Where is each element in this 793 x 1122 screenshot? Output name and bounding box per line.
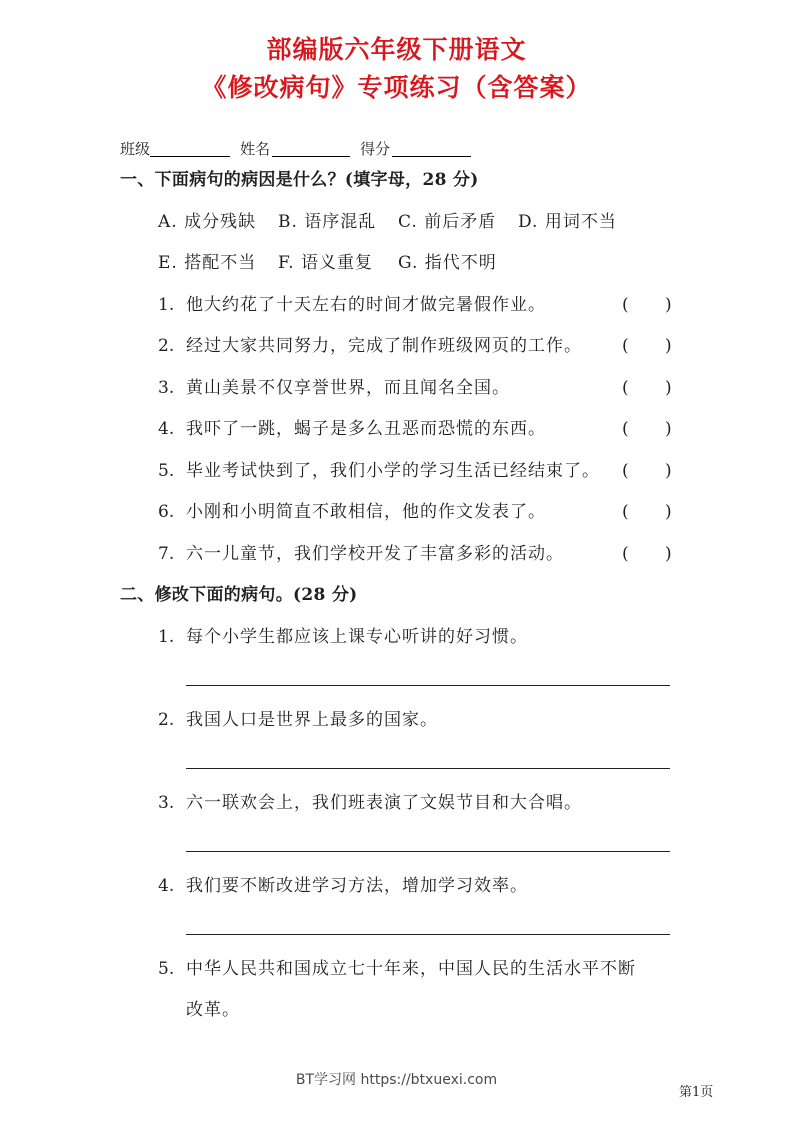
item-number: 5. [158, 958, 175, 979]
section-2-item [0, 700, 793, 742]
title-line-2: 《修改病句》专项练习（含答案） [201, 73, 592, 102]
answer-line-row [0, 741, 793, 783]
answer-paren-close: ) [665, 336, 673, 356]
item-text: 黄山美景不仅享誉世界，而且闻名全国。 [186, 377, 510, 398]
class-label: 班级 [120, 140, 151, 158]
answer-paren-close: ) [665, 377, 673, 398]
item-number: 4. [158, 875, 175, 896]
item-number: 1. [158, 626, 175, 647]
answer-line-row [0, 658, 793, 700]
item-text: 我国人口是世界上最多的国家。 [186, 709, 438, 730]
option-g: G. 指代不明 [398, 253, 497, 273]
answer-line-row [0, 824, 793, 866]
section-2-item [0, 617, 793, 659]
answer-paren-open: ( [622, 294, 630, 315]
answer-paren-open: ( [622, 460, 630, 481]
option-e: E. 搭配不当 [158, 253, 257, 273]
options-row-1 [0, 202, 793, 244]
item-text: 经过大家共同努力，完成了制作班级网页的工作。 [186, 336, 582, 356]
section-1-item [0, 368, 793, 410]
score-label: 得分 [360, 140, 391, 158]
answer-line [186, 685, 670, 686]
section-2-item [0, 949, 793, 991]
item-text: 他大约花了十天左右的时间才做完暑假作业。 [186, 294, 546, 315]
item-text: 我们要不断改进学习方法，增加学习效率。 [186, 875, 528, 896]
item-text: 六一儿童节，我们学校开发了丰富多彩的活动。 [186, 543, 564, 564]
section-1-item [0, 326, 793, 368]
section-1-item [0, 534, 793, 576]
answer-paren-open: ( [622, 543, 630, 564]
item-text: 我吓了一跳，蝎子是多么丑恶而恐慌的东西。 [186, 419, 546, 439]
item-number: 7. [158, 543, 175, 564]
option-b: B. 语序混乱 [278, 211, 377, 232]
section-2-heading: 二、修改下面的病句。(28 分) [120, 585, 358, 605]
answer-line [186, 934, 670, 935]
item-text: 小刚和小明简直不敢相信，他的作文发表了。 [186, 502, 546, 522]
name-label: 姓名 [240, 140, 271, 158]
option-c: C. 前后矛盾 [398, 211, 497, 232]
answer-paren-close: ) [665, 460, 673, 481]
item-number: 2. [158, 336, 175, 356]
item-number: 4. [158, 419, 175, 439]
answer-line [186, 768, 670, 769]
score-blank [392, 139, 471, 157]
answer-paren-open: ( [622, 336, 630, 356]
option-a: A. 成分残缺 [158, 211, 257, 232]
item-text: 六一联欢会上，我们班表演了文娱节目和大合唱。 [186, 792, 582, 813]
item-number: 6. [158, 502, 175, 522]
name-blank [272, 139, 350, 157]
item-number: 5. [158, 460, 175, 481]
section-1-item [0, 451, 793, 493]
class-blank [150, 139, 230, 157]
item-number: 3. [158, 792, 175, 813]
answer-paren-close: ) [665, 419, 673, 439]
answer-line [186, 851, 670, 852]
student-info-line [120, 139, 471, 159]
item-text: 毕业考试快到了，我们小学的学习生活已经结束了。 [186, 460, 600, 481]
option-d: D. 用词不当 [518, 211, 617, 232]
option-f: F. 语义重复 [278, 253, 373, 273]
footer-watermark: BT学习网 https://btxuexi.com [295, 1072, 498, 1088]
section-1-item [0, 492, 793, 534]
item-number: 1. [158, 294, 175, 315]
answer-paren-open: ( [622, 377, 630, 398]
item-number: 3. [158, 377, 175, 398]
page-number: 第1页 [679, 1085, 714, 1100]
item-text: 每个小学生都应该上课专心听讲的好习惯。 [186, 626, 528, 647]
answer-paren-open: ( [622, 419, 630, 439]
section-1-heading: 一、下面病句的病因是什么？(填字母，28 分) [120, 170, 479, 190]
section-2-item [0, 866, 793, 908]
answer-line-row [0, 907, 793, 949]
section-1-item [0, 285, 793, 327]
answer-paren-close: ) [665, 294, 673, 315]
worksheet-content [0, 160, 793, 1032]
answer-paren-close: ) [665, 543, 673, 564]
options-row-2 [0, 243, 793, 285]
item-number: 2. [158, 709, 175, 730]
item-text-continuation: 改革。 [186, 1000, 240, 1020]
title-line-1: 部编版六年级下册语文 [266, 35, 527, 64]
section-1-item [0, 409, 793, 451]
section-2-item [0, 783, 793, 825]
answer-paren-open: ( [622, 502, 630, 522]
item-text: 中华人民共和国成立七十年来，中国人民的生活水平不断 [186, 958, 636, 979]
answer-paren-close: ) [665, 502, 673, 522]
